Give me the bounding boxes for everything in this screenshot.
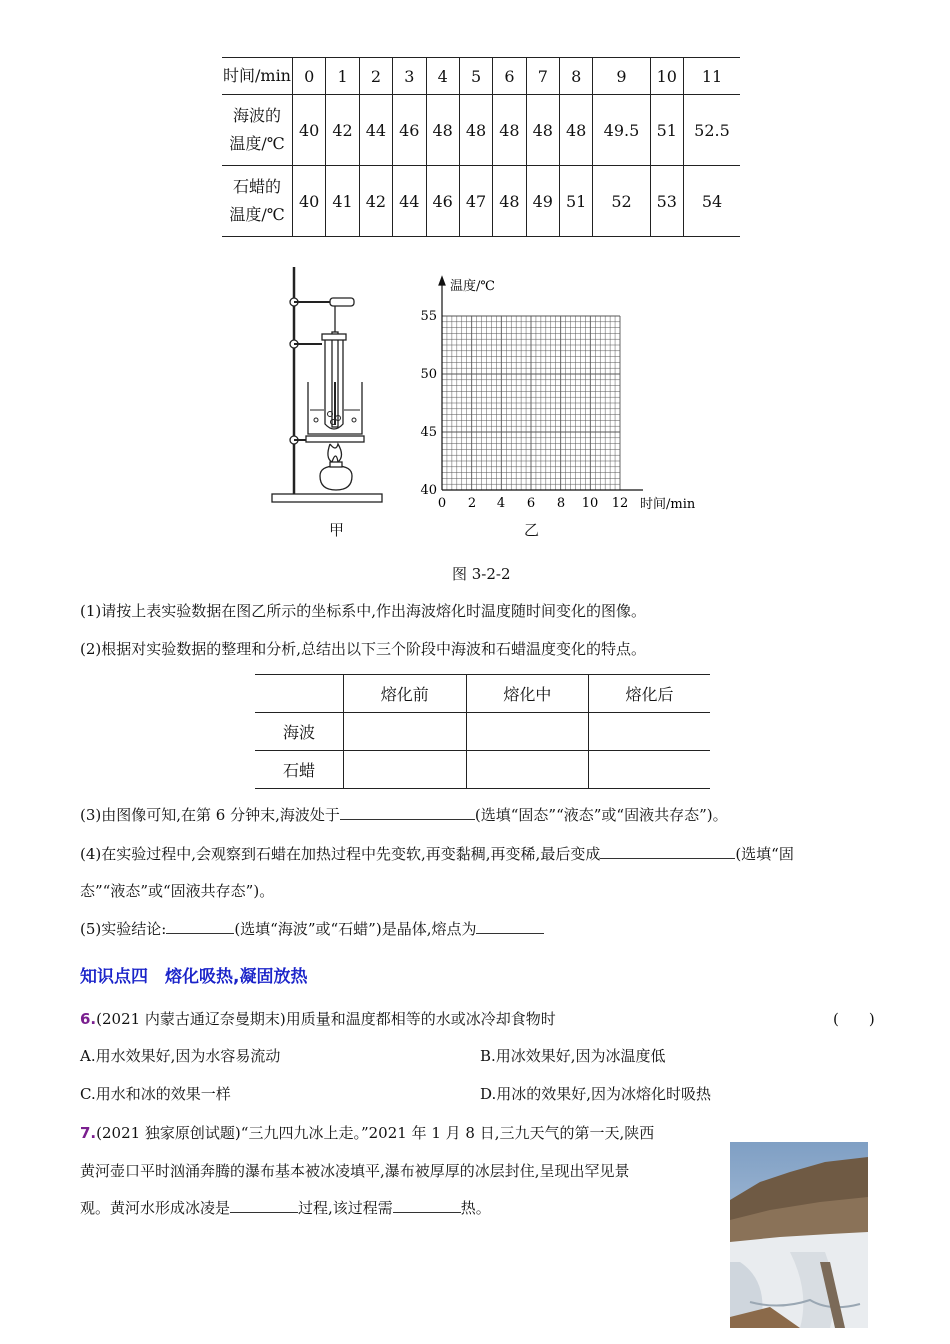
x-tick: 8 xyxy=(556,496,566,511)
haibo-label: 海波的 温度/℃ xyxy=(222,95,293,166)
option-d[interactable]: D.用冰的效果好,因为冰熔化时吸热 xyxy=(480,1085,712,1103)
answer-blank[interactable] xyxy=(166,919,234,934)
y-tick: 50 xyxy=(420,367,437,382)
answer-paren[interactable]: ( ) xyxy=(833,1010,875,1028)
answer-cell[interactable] xyxy=(466,713,589,751)
figure-label-yi: 乙 xyxy=(524,521,540,539)
question-4: (4)在实验过程中,会观察到石蜡在加热过程中先变软,再变黏稠,再变稀,最后变成 (选填“固 xyxy=(80,845,794,863)
time-cell: 2 xyxy=(359,58,392,95)
answer-cell[interactable] xyxy=(589,751,710,789)
time-cell: 1 xyxy=(326,58,359,95)
summary-row-label: 海波 xyxy=(255,713,344,751)
x-tick: 6 xyxy=(526,496,536,511)
answer-blank[interactable] xyxy=(393,1198,461,1213)
haibo-cell: 48 xyxy=(526,95,559,166)
haibo-cell: 48 xyxy=(459,95,492,166)
haibo-cell: 48 xyxy=(426,95,459,166)
haibo-row xyxy=(222,95,740,166)
answer-blank[interactable] xyxy=(476,919,544,934)
x-tick: 0 xyxy=(437,496,447,511)
shila-cell: 44 xyxy=(393,166,426,237)
temperature-data-table xyxy=(222,57,740,237)
shila-cell: 53 xyxy=(650,166,683,237)
question-7-line2: 黄河壶口平时汹涌奔腾的瀑布基本被冰凌填平,瀑布被厚厚的冰层封住,呈现出罕见景 xyxy=(80,1162,630,1180)
shila-cell: 46 xyxy=(426,166,459,237)
haibo-cell: 51 xyxy=(650,95,683,166)
frozen-waterfall-photo xyxy=(730,1142,868,1328)
question-2: (2)根据对实验数据的整理和分析,总结出以下三个阶段中海波和石蜡温度变化的特点。 xyxy=(80,640,647,658)
shila-label: 石蜡的 温度/℃ xyxy=(229,177,285,224)
x-tick: 10 xyxy=(581,496,599,511)
summary-header: 熔化中 xyxy=(466,675,589,713)
answer-cell[interactable] xyxy=(466,751,589,789)
question-4-cont: 态”“液态”或“固液共存态”)。 xyxy=(80,882,275,900)
shila-row xyxy=(222,166,740,237)
time-cell: 7 xyxy=(526,58,559,95)
figure-label-jia: 甲 xyxy=(329,521,345,539)
haibo-cell: 49.5 xyxy=(593,95,650,166)
y-axis-label: 温度/℃ xyxy=(450,279,495,294)
summary-corner xyxy=(255,675,344,713)
time-row xyxy=(222,58,740,95)
time-cell: 5 xyxy=(459,58,492,95)
shila-cell: 42 xyxy=(359,166,392,237)
answer-blank[interactable] xyxy=(600,844,735,859)
time-cell: 6 xyxy=(493,58,526,95)
haibo-cell: 48 xyxy=(493,95,526,166)
shila-cell: 40 xyxy=(293,166,326,237)
option-a[interactable]: A.用水效果好,因为水容易流动 xyxy=(80,1047,281,1065)
x-axis-label: 时间/min xyxy=(640,497,696,512)
answer-blank[interactable] xyxy=(340,805,475,820)
summary-row-label: 石蜡 xyxy=(282,761,315,780)
haibo-cell: 44 xyxy=(359,95,392,166)
answer-cell[interactable] xyxy=(344,751,467,789)
section-title: 知识点四 熔化吸热,凝固放热 xyxy=(80,967,308,987)
option-c[interactable]: C.用水和冰的效果一样 xyxy=(80,1085,231,1103)
haibo-cell: 48 xyxy=(560,95,593,166)
haibo-cell: 46 xyxy=(393,95,426,166)
question-7-line3: 观。黄河水形成冰凌是 过程,该过程需 热。 xyxy=(80,1199,491,1217)
question-1: (1)请按上表实验数据在图乙所示的坐标系中,作出海波熔化时温度随时间变化的图像。 xyxy=(80,602,647,620)
temperature-time-grid xyxy=(415,275,715,515)
time-cell: 11 xyxy=(683,58,740,95)
time-header: 时间/min xyxy=(222,58,293,95)
summary-header: 熔化前 xyxy=(344,675,467,713)
experiment-apparatus-illustration xyxy=(270,262,405,512)
time-cell: 3 xyxy=(393,58,426,95)
x-tick: 4 xyxy=(496,496,506,511)
question-6: 6.(2021 内蒙古通辽奈曼期末)用质量和温度都相等的水或冰冷却食物时 xyxy=(80,1010,556,1028)
shila-cell: 47 xyxy=(459,166,492,237)
shila-cell: 49 xyxy=(526,166,559,237)
shila-cell: 51 xyxy=(560,166,593,237)
question-3: (3)由图像可知,在第 6 分钟末,海波处于 (选填“固态”“液态”或“固液共存态”)。 xyxy=(80,806,728,824)
haibo-cell: 52.5 xyxy=(683,95,740,166)
answer-cell[interactable] xyxy=(589,713,710,751)
question-5: (5)实验结论: (选填“海波”或“石蜡”)是晶体,熔点为 xyxy=(80,918,544,939)
time-cell: 0 xyxy=(293,58,326,95)
y-tick: 45 xyxy=(420,425,437,440)
x-tick: 2 xyxy=(467,496,477,511)
option-b[interactable]: B.用冰效果好,因为冰温度低 xyxy=(480,1047,666,1065)
answer-blank[interactable] xyxy=(230,1198,298,1213)
haibo-cell: 40 xyxy=(293,95,326,166)
question-7: 7.(2021 独家原创试题)“三九四九冰上走。”2021 年 1 月 8 日,三九天气的第一天,陕西 xyxy=(80,1124,655,1142)
time-cell: 8 xyxy=(560,58,593,95)
y-tick: 40 xyxy=(420,483,437,498)
summary-header: 熔化后 xyxy=(589,675,710,713)
stage-summary-table xyxy=(255,674,710,789)
shila-cell: 54 xyxy=(683,166,740,237)
time-cell: 9 xyxy=(593,58,650,95)
time-cell: 10 xyxy=(650,58,683,95)
y-tick: 55 xyxy=(420,309,437,324)
figure-caption: 图 3-2-2 xyxy=(452,565,511,583)
shila-cell: 52 xyxy=(593,166,650,237)
x-tick: 12 xyxy=(611,496,629,511)
time-cell: 4 xyxy=(426,58,459,95)
haibo-cell: 42 xyxy=(326,95,359,166)
shila-cell: 48 xyxy=(493,166,526,237)
shila-cell: 41 xyxy=(326,166,359,237)
answer-cell[interactable] xyxy=(344,713,467,751)
